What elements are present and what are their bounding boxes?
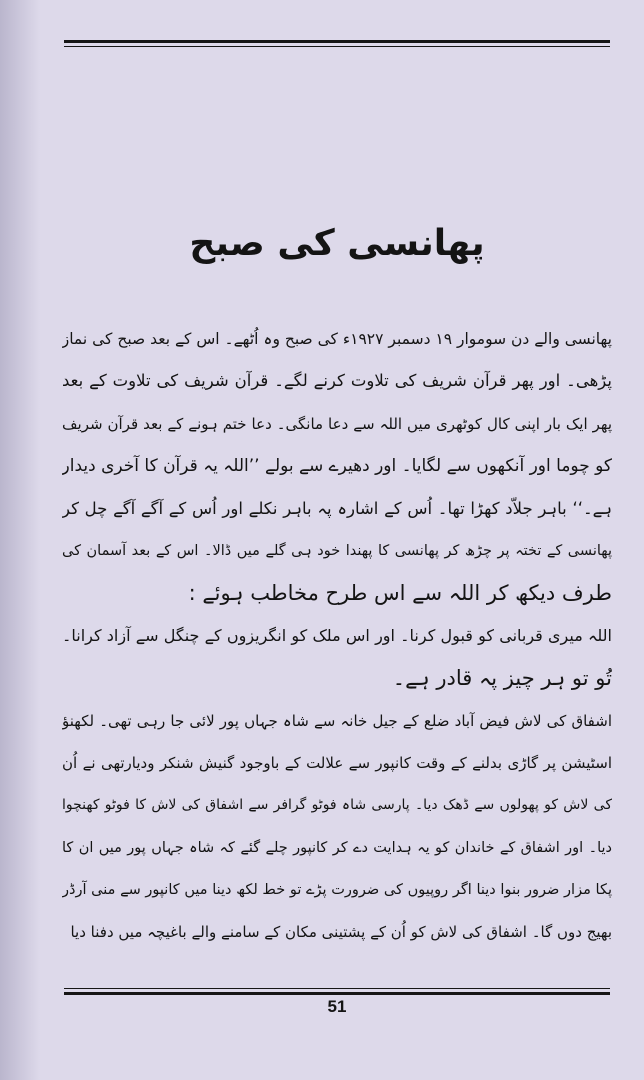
text-line: اشفاق کی لاش فیض آباد ضلع کے جیل خانہ سے شاہ جہاں پور لائی جا رہی تھی۔ لکھنؤ [62,711,612,730]
page-number: 51 [327,997,347,1016]
top-rule [64,40,610,48]
text-line: تُو تو ہر چیز پہ قادر ہے۔ [392,666,612,691]
bottom-rule-thin-line [64,988,610,989]
text-line: پھر ایک بار اپنی کال کوٹھری میں اللہ سے دعا مانگی۔ دعا ختم ہونے کے بعد قرآن شریف [62,414,612,433]
text-line: طرف دیکھ کر اللہ سے اس طرح مخاطب ہوئے : [188,581,612,606]
text-line: اللہ میری قربانی کو قبول کرنا۔ اور اس ملک کو انگریزوں کے چنگل سے آزاد کرانا۔ [62,625,612,645]
text-line: اسٹیشن پر گاڑی بدلنے کے وقت کانپور سے علالت کے باوجود گنیش شنکر ودیارتھی نے اُن [62,753,612,772]
chapter-title: پھانسی کی صبح [189,223,485,264]
text-line: پھانسی کے تختہ پر چڑھ کر پھانسی کا پھندا خود ہی گلے میں ڈالا۔ اس کے بعد آسمان کی [62,542,612,559]
top-rule-thin-line [64,46,610,47]
body-text [62,318,612,954]
text-line: کو چوما اور آنکھوں سے لگایا۔ اور دھیرے سے بولے ’’اللہ یہ قرآن کا آخری دیدار [62,456,612,477]
text-line: پکا مزار ضرور بنوا دینا اگر روپیوں کی ضرورت پڑے تو خط لکھ دینا میں کانپور سے منی آرڈر [62,882,612,899]
text-line: بھیج دوں گا۔ اشفاق کی لاش کو اُن کے پشتینی مکان کے سامنے والے باغیچہ میں دفنا دیا [70,923,612,942]
text-line: ہے۔‘‘ باہر جلاّد کھڑا تھا۔ اُس کے اشارہ پہ باہر نکلے اور اُس کے آگے آگے چل کر [62,498,612,518]
top-rule-thick-line [64,40,610,43]
bottom-rule-thick-line [64,992,610,995]
text-line: دیا۔ اور اشفاق کے خاندان کو یہ ہدایت دے کر کانپور چلے گئے کہ شاہ جہاں پور میں ان کا [62,839,612,856]
text-line: پھانسی والے دن سوموار ۱۹ دسمبر ۱۹۲۷ء کی صبح وہ اُٹھے۔ اس کے بعد صبح کی نماز [62,330,612,348]
text-line: پڑھی۔ اور پھر قرآن شریف کی تلاوت کرنے لگے۔ قرآن شریف کی تلاوت کے بعد [62,371,612,391]
text-line: کی لاش کو پھولوں سے ڈھک دیا۔ پارسی شاہ فوٹو گرافر سے اشفاق کی لاش کا فوٹو کھنچوا [62,797,612,814]
bottom-rule [64,988,610,996]
page-edge-shadow [0,0,40,1080]
